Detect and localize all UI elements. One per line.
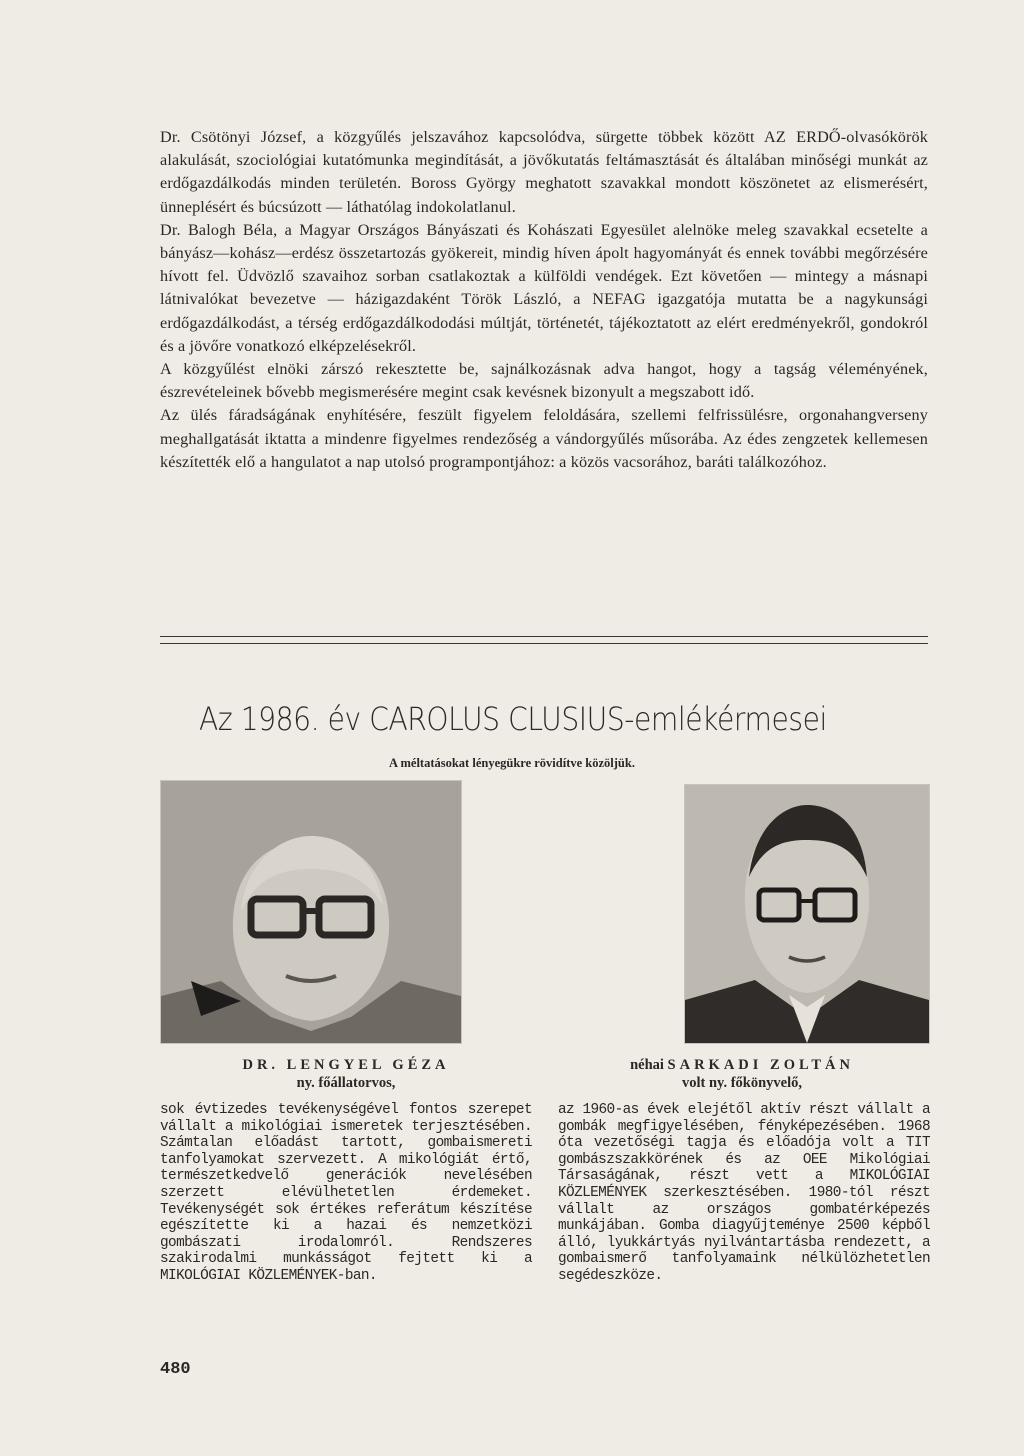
caption-sarkadi <box>556 1056 928 1092</box>
portrait-sarkadi-zoltan <box>684 784 930 1044</box>
caption-lengyel <box>160 1056 532 1092</box>
report-text <box>160 126 928 474</box>
section-subtitle: A méltatásokat lényegükre rövidítve közöljük. <box>389 756 635 770</box>
section-divider-bottom <box>160 643 928 644</box>
portrait-lengyel-geza <box>160 780 462 1044</box>
paragraph-3: A közgyűlést elnöki zárszó rekesztette be, sajnálkozásnak adva hangot, hogy a tagság véleményének, észrevételeinek bővebb megismerésére megint csak kevésnek bizonyult a megszabott idő. <box>160 360 928 402</box>
laureate-role: volt ny. főkönyvelő, <box>681 1075 803 1091</box>
section-divider-top <box>160 636 928 637</box>
page-number: 480 <box>160 1360 191 1379</box>
laureate-name: DR. LENGYEL GÉZA <box>242 1057 450 1073</box>
paragraph-1: Dr. Csötönyi József, a közgyűlés jelszavához kapcsolódva, sürgette többek között AZ ERDŐ-olvasókörök alakulását, szociológiai kutatómunka megindítását, a jövőkutatás feltámasztását és általában minőségi munkát az erdőgazdálkodás minden területén. Boross György meghatott szavakkal mondott köszönetet az elismerésért, ünneplésért és búcsúzott — láthatólag indokolatlanul. <box>160 128 928 216</box>
paragraph-4: Az ülés fáradságának enyhítésére, feszült figyelem feloldására, szellemi felfrissülésre, orgonahangverseny meghallgatását iktatta a mindenre figyelmes rendezőség a vándorgyűlés műsorába. Az édes zengzetek kellemesen készítették elő a hangulatot a nap utolsó programpontjához: a közös vacsorához, baráti találkozóhoz. <box>160 406 928 471</box>
section-title: Az 1986. év CAROLUS CLUSIUS-emlékérmesei <box>199 700 827 738</box>
bio-lengyel: sok évtizedes tevékenységével fontos szerepet vállalt a mikológiai ismeretek terjesztésében. Számtalan előadást tartott, gombaismereti tanfolyamokat szervezett. A mikológiát értő, természetkedvelő generációk nevelésében szerzett elévülhetetlen érdemeket. Tevékenységét sok értékes referátum készítése egészítette ki a hazai és nemzetközi gombászati irodalomról. Rendszeres szakirodalmi munkásságot fejtett ki a MIKOLÓGIAI KÖZLEMÉNYEK-ban. <box>160 1102 532 1284</box>
laureate-name: SARKADI ZOLTÁN <box>667 1057 854 1073</box>
bio-sarkadi: az 1960-as évek elejétől aktív részt vállalt a gombák megfigyelésében, fényképezésében. 1968 óta vezetőségi tagja és előadója volt a TIT gombászszakkörének és az OEE Mikológiai Társaságának, részt vett a MIKOLÓGIAI KÖZLEMÉNYEK szerkesztésében. 1980-tól részt vállalt az országos gombatérképezés munkájában. Gomba diagyűjteménye 2500 képből álló, lyukkártyás nyilvántartásba rendezett, a gombaismerő tanfolyamaink nélkülözhetetlen segédeszköze. <box>558 1102 930 1284</box>
laureate-prefix: néhai <box>630 1057 664 1073</box>
paragraph-2: Dr. Balogh Béla, a Magyar Országos Bányászati és Kohászati Egyesület alelnöke meleg szavakkal ecsetelte a bányász—kohász—erdész összetartozás gyökereit, mindig híven ápolt hagyományát és ennek további megőrzésére hívott fel. Üdvözlő szavaihoz sorban csatlakoztak a külföldi vendégek. Ezt követően — mintegy a másnapi látnivalókat bevezetve — házigazdaként Török László, a NEFAG igazgatója mutatta be a nagykunsági erdőgazdálkodást, a térség erdőgazdálkododási múltját, történetét, tájékoztatott az elért eredményekről, gondokról és a jövőre vonatkozó elképzelésekről. <box>160 220 928 355</box>
laureate-role: ny. főállatorvos, <box>296 1075 396 1091</box>
